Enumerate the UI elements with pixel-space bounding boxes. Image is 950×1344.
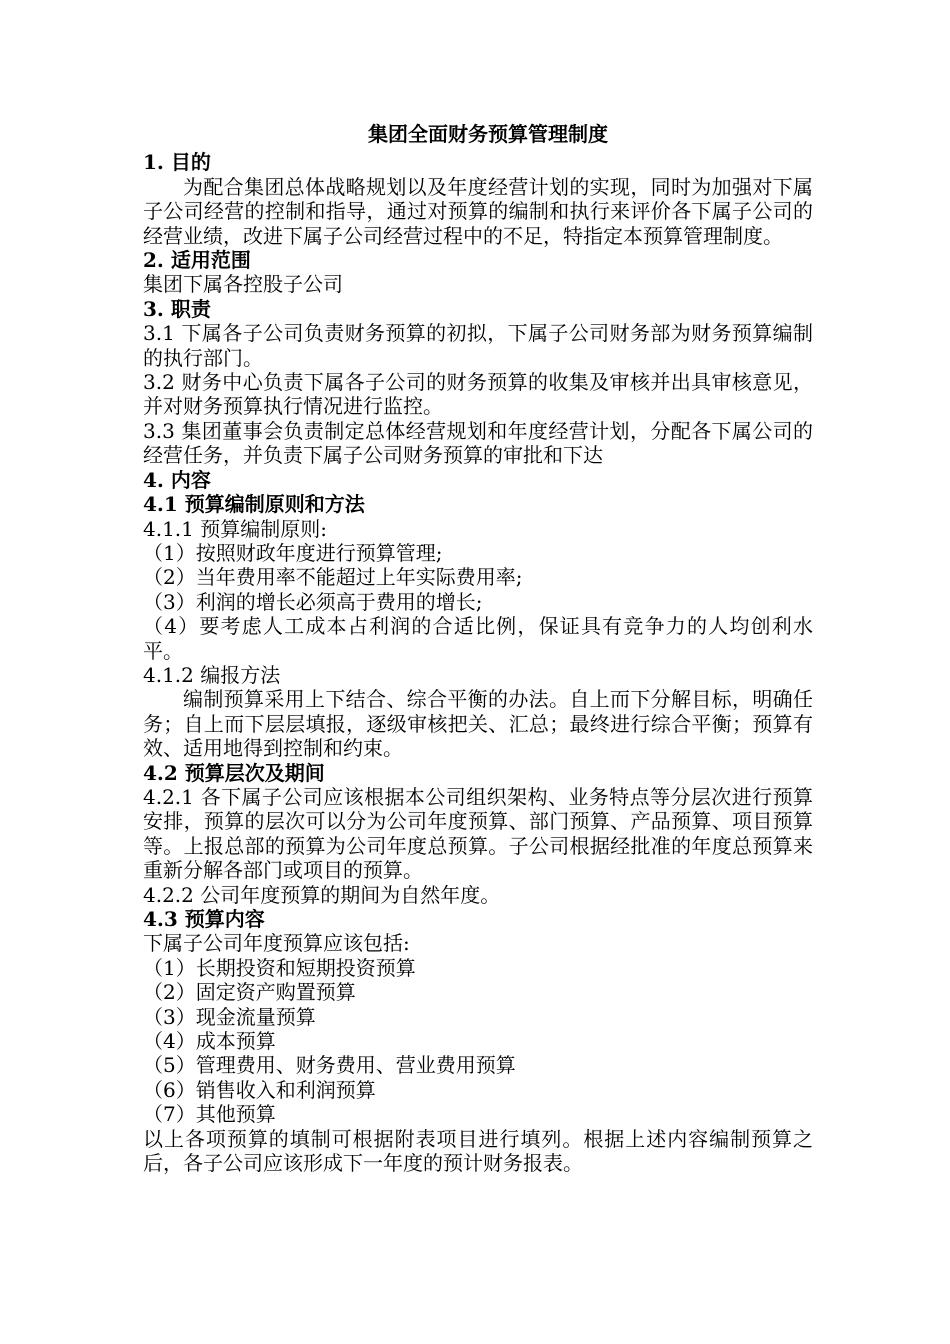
- document-title: 集团全面财务预算管理制度: [368, 122, 608, 146]
- section-4-2-1-paragraph: 4.2.1 各下属子公司应该根据本公司组织架构、业务特点等分层次进行预算安排，预算的层次可以分为公司年度预算、部门预算、产品预算、项目预算等。上报总部的预算为公司年度总预算。子公司根据经批准的年度总预算来重新分解各部门或项目的预算。: [143, 784, 813, 883]
- principle-item: （3）利润的增长必须高于费用的增长;: [143, 589, 483, 614]
- section-3-heading: 3. 职责: [143, 296, 211, 321]
- budget-item: （6）销售收入和利润预算: [143, 1077, 376, 1102]
- section-3-item: 3.2 财务中心负责下属各子公司的财务预算的收集及审核并出具审核意见，并对财务预算执行情况进行监控。: [143, 370, 813, 419]
- section-4-1-1-heading: 4.1.1 预算编制原则:: [143, 516, 327, 541]
- budget-item: （4）成本预算: [143, 1029, 276, 1054]
- budget-item: （5）管理费用、财务费用、营业费用预算: [143, 1053, 516, 1078]
- section-4-1-2-paragraph: 编制预算采用上下结合、综合平衡的办法。自上而下分解目标，明确任务；自上而下层层填报，逐级审核把关、汇总；最终进行综合平衡；预算有效、适用地得到控制和约束。: [143, 687, 813, 761]
- section-4-3-closing: 以上各项预算的填制可根据附表项目进行填列。根据上述内容编制预算之后，各子公司应该形成下一年度的预计财务报表。: [143, 1126, 813, 1176]
- budget-item: （1）长期投资和短期投资预算: [143, 955, 416, 980]
- section-4-2-2-paragraph: 4.2.2 公司年度预算的期间为自然年度。: [143, 882, 501, 907]
- section-4-3-intro: 下属子公司年度预算应该包括:: [143, 931, 410, 956]
- section-4-3-heading: 4.3 预算内容: [143, 907, 265, 931]
- section-4-1-heading: 4.1 预算编制原则和方法: [143, 492, 365, 517]
- section-3-item: 3.3 集团董事会负责制定总体经营规划和年度经营计划，分配各下属公司的经营任务，并负责下属子公司财务预算的审批和下达: [143, 418, 813, 468]
- section-1-heading: 1. 目的: [143, 150, 211, 175]
- principle-item: （2）当年费用率不能超过上年实际费用率;: [143, 565, 523, 590]
- section-3-item: 3.1 下属各子公司负责财务预算的初拟，下属子公司财务部为财务预算编制的执行部门。: [143, 321, 813, 370]
- principle-item: （1）按照财政年度进行预算管理;: [143, 540, 443, 565]
- document-body: [143, 122, 813, 1175]
- budget-item: （3）现金流量预算: [143, 1004, 316, 1029]
- budget-item: （2）固定资产购置预算: [143, 980, 356, 1005]
- section-4-2-heading: 4.2 预算层次及期间: [143, 760, 325, 785]
- section-2-heading: 2. 适用范围: [143, 248, 251, 273]
- budget-item: （7）其他预算: [143, 1102, 276, 1127]
- section-1-paragraph: 为配合集团总体战略规划以及年度经营计划的实现，同时为加强对下属子公司经营的控制和指导，通过对预算的编制和执行来评价各下属子公司的经营业绩，改进下属子公司经营过程中的不足，特指定本预算管理制度。: [143, 174, 813, 248]
- principle-item: （4）要考虑人工成本占利润的合适比例，保证具有竞争力的人均创利水平。: [143, 614, 813, 663]
- section-4-heading: 4. 内容: [143, 467, 211, 492]
- section-4-1-2-heading: 4.1.2 编报方法: [143, 662, 281, 687]
- section-2-paragraph: 集团下属各控股子公司: [143, 272, 343, 297]
